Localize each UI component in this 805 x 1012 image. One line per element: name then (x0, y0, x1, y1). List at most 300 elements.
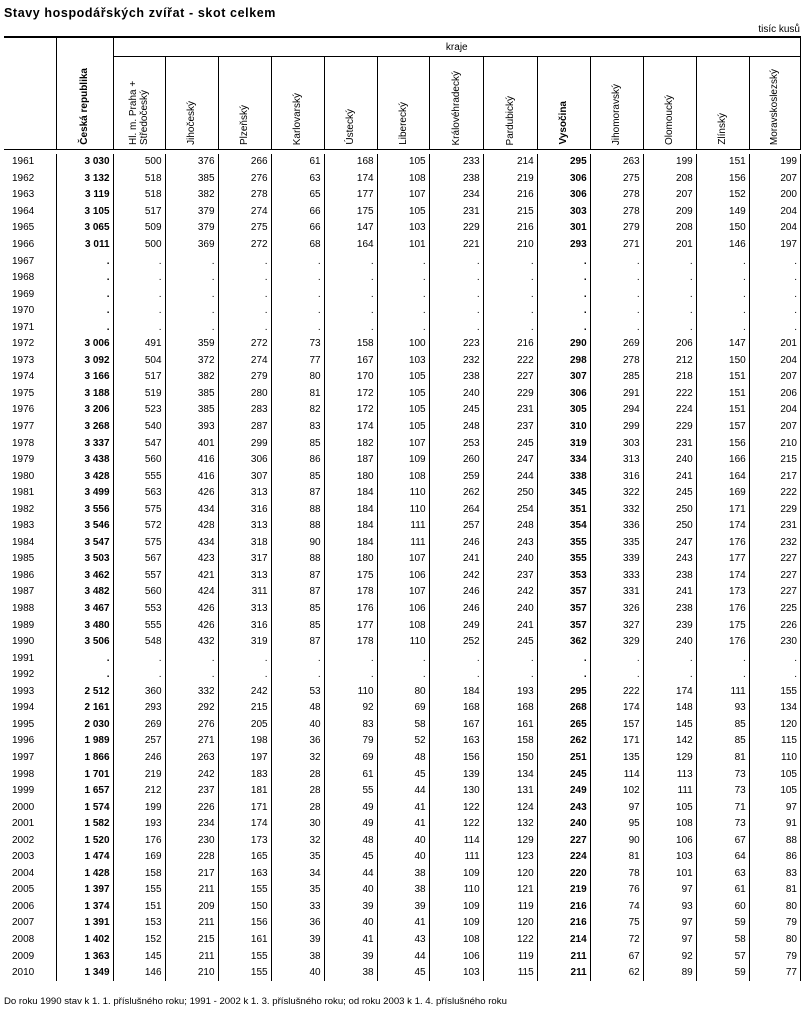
region-value-cell: 184 (429, 684, 483, 701)
region-value-cell: 34 (271, 866, 324, 883)
year-cell: 1974 (12, 371, 35, 383)
region-value-cell: 264 (429, 501, 483, 518)
region-value-cell: 212 (643, 353, 696, 370)
region-value-cell: 38 (377, 882, 429, 899)
region-value-cell: 150 (218, 899, 271, 916)
cattle-table (4, 36, 801, 981)
region-value-cell: 105 (377, 369, 429, 386)
cr-total-cell: 3 467 (56, 601, 113, 618)
region-value-cell: 87 (271, 485, 324, 502)
region-value-cell: . (537, 667, 590, 684)
region-value-cell: 171 (696, 501, 749, 518)
cr-total-cell: 3 337 (56, 435, 113, 452)
region-value-cell: . (271, 253, 324, 270)
region-value-cell: . (483, 270, 537, 287)
cr-total-cell: 3 006 (56, 336, 113, 353)
year-cell: 1982 (12, 503, 35, 515)
region-value-cell: 247 (483, 452, 537, 469)
region-value-cell: 174 (590, 700, 643, 717)
region-value-cell: 88 (271, 501, 324, 518)
region-value-cell: 105 (749, 783, 800, 800)
cr-header-label: Česká republika (79, 68, 91, 145)
year-cell: 1973 (12, 354, 35, 366)
region-value-cell: 229 (643, 419, 696, 436)
year-cell: 1994 (12, 702, 35, 714)
region-value-cell: 114 (590, 766, 643, 783)
region-value-cell: . (218, 319, 271, 336)
region-value-cell: . (113, 650, 165, 667)
table-row (4, 717, 801, 734)
year-header-cell (4, 37, 56, 150)
region-value-cell: 108 (377, 468, 429, 485)
cr-total-cell: 1 391 (56, 915, 113, 932)
cr-total-cell: 2 161 (56, 700, 113, 717)
table-row (4, 535, 801, 552)
region-value-cell: 176 (113, 832, 165, 849)
table-row (4, 303, 801, 320)
region-value-cell: 105 (377, 154, 429, 171)
region-value-cell: 198 (218, 733, 271, 750)
region-value-cell: 393 (165, 419, 218, 436)
region-value-cell: . (696, 253, 749, 270)
region-value-cell: 77 (271, 353, 324, 370)
region-value-cell: 109 (429, 899, 483, 916)
region-value-cell: 295 (537, 684, 590, 701)
region-value-cell: 263 (590, 154, 643, 171)
table-row (4, 832, 801, 849)
cr-total-cell: 3 428 (56, 468, 113, 485)
region-value-cell: 294 (590, 402, 643, 419)
region-value-cell: 139 (429, 766, 483, 783)
region-value-cell: 89 (643, 965, 696, 982)
region-value-cell: 121 (483, 882, 537, 899)
region-value-cell: 246 (113, 750, 165, 767)
cr-total-cell: 1 657 (56, 783, 113, 800)
region-value-cell: 211 (165, 882, 218, 899)
region-value-cell: 146 (696, 237, 749, 254)
cr-total-cell: 3 105 (56, 204, 113, 221)
region-value-cell: 156 (696, 171, 749, 188)
region-value-cell: 108 (377, 617, 429, 634)
region-value-cell: 148 (643, 700, 696, 717)
region-value-cell: 103 (377, 220, 429, 237)
cr-total-cell: 1 474 (56, 849, 113, 866)
region-value-cell: 163 (429, 733, 483, 750)
region-value-cell: 278 (590, 353, 643, 370)
region-value-cell: 79 (749, 948, 800, 965)
region-value-cell: 106 (643, 832, 696, 849)
region-value-cell: . (537, 253, 590, 270)
region-value-cell: 242 (483, 584, 537, 601)
region-value-cell: 145 (113, 948, 165, 965)
region-value-cell: 271 (590, 237, 643, 254)
region-value-cell: 517 (113, 369, 165, 386)
region-value-cell: 231 (429, 204, 483, 221)
region-value-cell: . (429, 319, 483, 336)
region-value-cell: . (113, 319, 165, 336)
region-value-cell: 111 (696, 684, 749, 701)
region-header-label: Moravskoslezský (769, 68, 781, 145)
region-value-cell: 183 (218, 766, 271, 783)
region-value-cell: 175 (696, 617, 749, 634)
region-value-cell: 345 (537, 485, 590, 502)
table-row (4, 220, 801, 237)
table-row (4, 601, 801, 618)
table-row (4, 369, 801, 386)
region-value-cell: 49 (324, 799, 377, 816)
region-value-cell: 168 (429, 700, 483, 717)
region-value-cell: 32 (271, 832, 324, 849)
cr-header-cell (56, 37, 113, 150)
year-cell: 1968 (12, 272, 35, 284)
year-cell: 1965 (12, 222, 35, 234)
cr-total-cell: 3 268 (56, 419, 113, 436)
cr-total-cell: 1 989 (56, 733, 113, 750)
region-value-cell: 204 (749, 204, 800, 221)
cr-total-cell: 3 438 (56, 452, 113, 469)
region-value-cell: 73 (696, 816, 749, 833)
region-value-cell: 332 (590, 501, 643, 518)
region-value-cell: 226 (165, 799, 218, 816)
region-value-cell: . (696, 650, 749, 667)
table-title: Stavy hospodářských zvířat - skot celkem (4, 6, 277, 20)
region-value-cell: 228 (165, 849, 218, 866)
region-value-cell: 220 (537, 866, 590, 883)
region-value-cell: 204 (749, 353, 800, 370)
region-value-cell: 280 (218, 386, 271, 403)
region-value-cell: 167 (429, 717, 483, 734)
region-value-cell: 293 (113, 700, 165, 717)
region-value-cell: 105 (749, 766, 800, 783)
region-value-cell: 180 (324, 551, 377, 568)
region-value-cell: 39 (324, 899, 377, 916)
region-value-cell: 211 (537, 948, 590, 965)
region-value-cell: 233 (429, 154, 483, 171)
region-value-cell: 40 (377, 849, 429, 866)
region-value-cell: 87 (271, 584, 324, 601)
region-value-cell: 303 (537, 204, 590, 221)
region-value-cell: 80 (749, 899, 800, 916)
region-value-cell: . (483, 303, 537, 320)
region-value-cell: 311 (218, 584, 271, 601)
region-value-cell: 555 (113, 617, 165, 634)
region-value-cell: 219 (537, 882, 590, 899)
cr-total-cell: 1 397 (56, 882, 113, 899)
region-value-cell: 38 (377, 866, 429, 883)
region-value-cell: 39 (324, 948, 377, 965)
region-value-cell: 243 (537, 799, 590, 816)
region-value-cell: 260 (429, 452, 483, 469)
region-value-cell: . (113, 253, 165, 270)
region-value-cell: 184 (324, 535, 377, 552)
year-cell: 1997 (12, 751, 35, 763)
region-value-cell: . (749, 319, 800, 336)
region-value-cell: 166 (696, 452, 749, 469)
region-value-cell: 177 (324, 187, 377, 204)
year-cell: 2006 (12, 900, 35, 912)
region-value-cell: 157 (590, 717, 643, 734)
cr-total-cell: 1 428 (56, 866, 113, 883)
region-value-cell: 226 (749, 617, 800, 634)
region-value-cell: 41 (377, 816, 429, 833)
cr-total-cell: 3 166 (56, 369, 113, 386)
region-header-label: Jihomoravský (611, 83, 623, 145)
table-row (4, 485, 801, 502)
region-value-cell: 109 (429, 915, 483, 932)
region-value-cell: 353 (537, 568, 590, 585)
region-value-cell: 150 (483, 750, 537, 767)
region-value-cell: 242 (429, 568, 483, 585)
region-value-cell: 38 (271, 948, 324, 965)
region-value-cell: 523 (113, 402, 165, 419)
region-value-cell: 103 (377, 353, 429, 370)
region-value-cell: . (113, 303, 165, 320)
region-value-cell: 78 (590, 866, 643, 883)
region-value-cell: . (271, 667, 324, 684)
year-cell: 1988 (12, 603, 35, 615)
region-value-cell: 151 (696, 369, 749, 386)
region-value-cell: 326 (590, 601, 643, 618)
region-value-cell: . (165, 253, 218, 270)
region-value-cell: . (749, 270, 800, 287)
region-value-cell: 200 (749, 187, 800, 204)
region-value-cell: . (749, 286, 800, 303)
table-row (4, 187, 801, 204)
region-value-cell: . (429, 270, 483, 287)
region-value-cell: 379 (165, 220, 218, 237)
table-row (4, 965, 801, 982)
region-value-cell: 83 (749, 866, 800, 883)
region-value-cell: 382 (165, 369, 218, 386)
region-value-cell: 88 (749, 832, 800, 849)
year-cell: 1983 (12, 520, 35, 532)
region-value-cell: . (324, 667, 377, 684)
region-value-cell: . (590, 286, 643, 303)
region-value-cell: 161 (218, 932, 271, 949)
year-cell: 1979 (12, 454, 35, 466)
region-value-cell: . (377, 667, 429, 684)
region-value-cell: 88 (271, 518, 324, 535)
region-value-cell: 174 (324, 171, 377, 188)
region-value-cell: . (643, 270, 696, 287)
region-value-cell: 210 (165, 965, 218, 982)
region-value-cell: 41 (377, 799, 429, 816)
region-value-cell: 40 (271, 717, 324, 734)
region-value-cell: . (590, 270, 643, 287)
region-value-cell: 171 (590, 733, 643, 750)
table-row (4, 353, 801, 370)
region-value-cell: 176 (696, 535, 749, 552)
region-value-cell: 163 (218, 866, 271, 883)
region-value-cell: 115 (749, 733, 800, 750)
region-value-cell: 385 (165, 402, 218, 419)
cr-total-cell: 2 030 (56, 717, 113, 734)
region-value-cell: 130 (429, 783, 483, 800)
region-value-cell: . (218, 253, 271, 270)
region-value-cell: 207 (643, 187, 696, 204)
region-value-cell: . (218, 650, 271, 667)
region-value-cell: 278 (590, 187, 643, 204)
region-header-label: Olomoucký (664, 94, 676, 145)
year-cell: 2000 (12, 801, 35, 813)
region-value-cell: 122 (429, 816, 483, 833)
region-value-cell: 432 (165, 634, 218, 651)
region-value-cell: 152 (113, 932, 165, 949)
region-value-cell: . (165, 303, 218, 320)
table-row (4, 237, 801, 254)
region-header-label: Ústecký (345, 109, 357, 145)
region-value-cell: 151 (696, 154, 749, 171)
region-value-cell: 299 (590, 419, 643, 436)
region-value-cell: 257 (113, 733, 165, 750)
region-value-cell: 219 (483, 171, 537, 188)
region-header-cell (483, 57, 537, 150)
region-value-cell: 268 (537, 700, 590, 717)
region-value-cell: 355 (537, 535, 590, 552)
region-value-cell: 274 (218, 204, 271, 221)
region-value-cell: 360 (113, 684, 165, 701)
region-value-cell: 557 (113, 568, 165, 585)
cr-total-cell: 3 546 (56, 518, 113, 535)
table-row (4, 799, 801, 816)
region-value-cell: 122 (429, 799, 483, 816)
year-cell: 2002 (12, 834, 35, 846)
region-value-cell: 79 (324, 733, 377, 750)
year-cell: 1967 (12, 255, 35, 267)
region-value-cell: 227 (483, 369, 537, 386)
region-value-cell: 151 (696, 386, 749, 403)
region-value-cell: 174 (218, 816, 271, 833)
region-value-cell: 181 (218, 783, 271, 800)
region-value-cell: . (696, 319, 749, 336)
region-value-cell: 184 (324, 518, 377, 535)
region-value-cell: 107 (377, 551, 429, 568)
region-value-cell: 240 (643, 634, 696, 651)
kraje-header: kraje (113, 37, 800, 57)
region-value-cell: 124 (483, 799, 537, 816)
region-value-cell: 134 (749, 700, 800, 717)
region-value-cell: 338 (537, 468, 590, 485)
cr-total-cell: 3 206 (56, 402, 113, 419)
cr-total-cell: 3 462 (56, 568, 113, 585)
table-row (4, 253, 801, 270)
region-header-label: Hl. m. Praha + Středočeský (128, 80, 151, 145)
region-value-cell: 240 (483, 551, 537, 568)
region-value-cell: 231 (749, 518, 800, 535)
region-value-cell: 254 (483, 501, 537, 518)
cr-total-cell: . (56, 667, 113, 684)
region-value-cell: 278 (590, 204, 643, 221)
table-row (4, 270, 801, 287)
year-cell: 1985 (12, 553, 35, 565)
region-value-cell: 52 (377, 733, 429, 750)
region-value-cell: 69 (377, 700, 429, 717)
region-value-cell: 43 (377, 932, 429, 949)
region-value-cell: 287 (218, 419, 271, 436)
region-value-cell: 313 (218, 601, 271, 618)
region-value-cell: 211 (165, 948, 218, 965)
region-value-cell: . (696, 667, 749, 684)
table-row (4, 286, 801, 303)
region-value-cell: . (165, 650, 218, 667)
region-value-cell: 272 (218, 237, 271, 254)
region-value-cell: 329 (590, 634, 643, 651)
region-value-cell: 103 (429, 965, 483, 982)
year-cell: 1987 (12, 586, 35, 598)
region-value-cell: 305 (537, 402, 590, 419)
region-value-cell: 206 (749, 386, 800, 403)
region-value-cell: 275 (590, 171, 643, 188)
table-row (4, 518, 801, 535)
region-value-cell: 222 (590, 684, 643, 701)
region-value-cell: 416 (165, 468, 218, 485)
region-header-label: Pardubický (504, 95, 516, 145)
year-cell: 1995 (12, 718, 35, 730)
region-value-cell: 73 (696, 783, 749, 800)
cr-total-cell: 1 866 (56, 750, 113, 767)
region-value-cell: 201 (749, 336, 800, 353)
region-value-cell: 35 (271, 849, 324, 866)
table-row (4, 700, 801, 717)
region-value-cell: 111 (643, 783, 696, 800)
table-row (4, 568, 801, 585)
region-value-cell: 105 (377, 419, 429, 436)
region-value-cell: . (165, 319, 218, 336)
region-header-cell (643, 57, 696, 150)
table-row (4, 419, 801, 436)
region-value-cell: 41 (324, 932, 377, 949)
region-value-cell: 108 (429, 932, 483, 949)
region-value-cell: 68 (271, 237, 324, 254)
region-value-cell: 134 (483, 766, 537, 783)
region-value-cell: 215 (483, 204, 537, 221)
region-value-cell: . (483, 650, 537, 667)
year-cell: 1972 (12, 338, 35, 350)
region-value-cell: . (271, 270, 324, 287)
region-value-cell: 63 (271, 171, 324, 188)
region-value-cell: 231 (483, 402, 537, 419)
cr-total-cell: 3 030 (56, 154, 113, 171)
region-value-cell: 219 (113, 766, 165, 783)
region-value-cell: 120 (483, 866, 537, 883)
region-value-cell: 246 (429, 584, 483, 601)
region-header-cell (165, 57, 218, 150)
region-value-cell: 73 (696, 766, 749, 783)
table-row (4, 766, 801, 783)
region-value-cell: 150 (696, 353, 749, 370)
region-value-cell: 108 (377, 171, 429, 188)
region-value-cell: . (483, 286, 537, 303)
region-value-cell: 158 (113, 866, 165, 883)
region-value-cell: 151 (113, 899, 165, 916)
region-value-cell: 81 (590, 849, 643, 866)
region-value-cell: 90 (271, 535, 324, 552)
region-value-cell: 306 (537, 386, 590, 403)
region-value-cell: 172 (324, 402, 377, 419)
region-value-cell: 245 (643, 485, 696, 502)
region-value-cell: 109 (429, 866, 483, 883)
region-value-cell: 242 (165, 766, 218, 783)
region-value-cell: 243 (643, 551, 696, 568)
region-value-cell: 249 (537, 783, 590, 800)
region-value-cell: 110 (377, 634, 429, 651)
region-value-cell: 62 (590, 965, 643, 982)
region-value-cell: 63 (696, 866, 749, 883)
year-cell: 2007 (12, 917, 35, 929)
region-value-cell: . (643, 650, 696, 667)
table-row (4, 386, 801, 403)
year-cell: 1966 (12, 239, 35, 250)
